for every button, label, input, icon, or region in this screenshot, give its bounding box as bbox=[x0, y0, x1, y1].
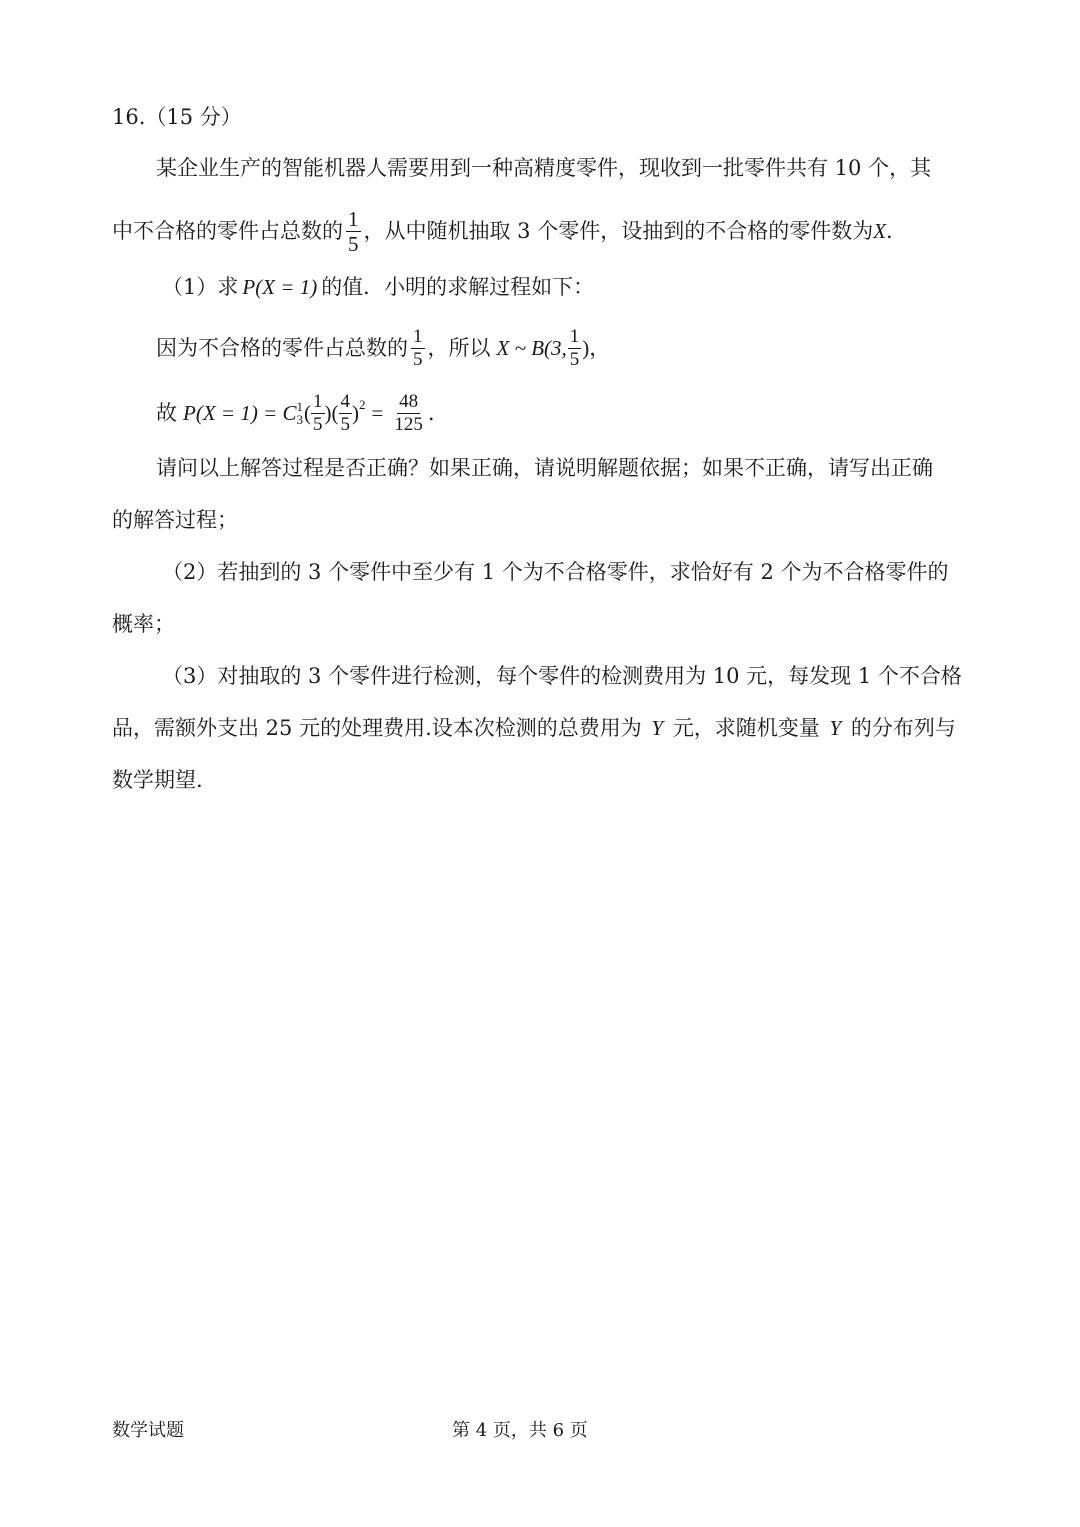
equals-sign: = bbox=[371, 400, 384, 425]
fraction-one-fifth-d bbox=[311, 392, 325, 435]
fraction-numerator: 4 bbox=[340, 391, 350, 412]
part3-line-3: 数学期望. bbox=[112, 768, 203, 792]
binomial-expression: X ~ B(3, bbox=[496, 335, 567, 360]
part2-line-1: （2）若抽到的 3 个零件中至少有 1 个为不合格零件，求恰好有 2 个为不合格零件的 bbox=[162, 560, 949, 584]
intro-text-1: 某企业生产的智能机器人需要用到一种高精度零件，现收到一批零件共有 10 个，其 bbox=[156, 156, 932, 180]
part2-line-2: 概率； bbox=[112, 612, 175, 636]
fraction-denominator: 5 bbox=[340, 413, 350, 435]
part3-text-2a: 品，需额外支出 25 元的处理费用.设本次检测的总费用为 bbox=[112, 716, 642, 740]
fraction-numerator: 1 bbox=[313, 391, 323, 412]
fraction-numerator: 1 bbox=[569, 326, 580, 347]
footer-subject: 数学试题 bbox=[112, 1420, 184, 1441]
fraction-one-fifth-c bbox=[568, 327, 582, 370]
part3-text-2b: 元，求随机变量 bbox=[672, 716, 820, 740]
probability-expression: P(X = 1) = C bbox=[183, 400, 297, 425]
part3-line-2 bbox=[112, 718, 962, 739]
part1-line bbox=[162, 277, 594, 298]
combination-sub: 3 bbox=[296, 412, 303, 428]
question-line-1: 请问以上解答过程是否正确？如果正确，请说明解题依据；如果不正确，请写出正确 bbox=[156, 456, 933, 480]
result-fraction bbox=[392, 392, 425, 435]
fraction-four-fifths bbox=[339, 392, 353, 435]
fraction-one-fifth bbox=[346, 208, 361, 255]
variable-y-2: Y bbox=[829, 716, 842, 740]
combination-sup: 1 bbox=[296, 399, 303, 415]
fraction-numerator: 1 bbox=[348, 207, 359, 231]
fraction-denominator: 5 bbox=[413, 348, 423, 370]
solution-text-2a: 故 bbox=[156, 400, 177, 425]
question-header: 16.（15 分） bbox=[112, 105, 242, 129]
part1-expression: P(X = 1) bbox=[242, 275, 318, 299]
part1-prefix: （1）求 bbox=[162, 275, 239, 299]
fraction-numerator: 1 bbox=[413, 326, 423, 347]
fraction-denominator: 5 bbox=[348, 232, 359, 257]
part3-line-1: （3）对抽取的 3 个零件进行检测，每个零件的检测费用为 10 元，每发现 1 个不合格 bbox=[162, 664, 962, 688]
result-denominator: 125 bbox=[394, 413, 423, 435]
question-line-2: 的解答过程； bbox=[112, 508, 238, 532]
comma: ， bbox=[589, 335, 611, 360]
intro-text-2a: 中不合格的零件占总数的 bbox=[112, 219, 343, 244]
period: . bbox=[427, 400, 435, 425]
fraction-denominator: 5 bbox=[569, 348, 580, 370]
footer-page-info: 第 4 页，共 6 页 bbox=[452, 1420, 588, 1441]
solution-text-1a: 因为不合格的零件占总数的 bbox=[156, 335, 408, 360]
square-exponent: 2 bbox=[359, 396, 366, 412]
period: . bbox=[886, 219, 893, 244]
solution-line-1 bbox=[156, 327, 610, 370]
fraction-one-fifth-b bbox=[411, 327, 425, 370]
variable-y: Y bbox=[651, 716, 664, 740]
combination-indices bbox=[297, 400, 304, 426]
intro-text-2b: ，从中随机抽取 3 个零件，设抽到的不合格的零件数为 bbox=[363, 219, 874, 244]
part3-text-2c: 的分布列与 bbox=[850, 716, 956, 740]
variable-x: X bbox=[873, 219, 887, 244]
intro-line-2 bbox=[112, 208, 893, 255]
close-paren: ) bbox=[582, 335, 590, 360]
intro-line-1 bbox=[156, 158, 962, 179]
fraction-denominator: 5 bbox=[313, 413, 323, 435]
solution-text-1b: ，所以 bbox=[427, 335, 491, 360]
part1-suffix: 的值．小明的求解过程如下： bbox=[321, 275, 595, 299]
result-numerator: 48 bbox=[399, 391, 419, 412]
solution-line-2: 故 P(X = 1) = C 1 3 ( $\frac{1}{5}$ )( $\frac{4}{5}$ ) 2 = $\frac{48}{125}$ . bbox=[156, 391, 435, 435]
